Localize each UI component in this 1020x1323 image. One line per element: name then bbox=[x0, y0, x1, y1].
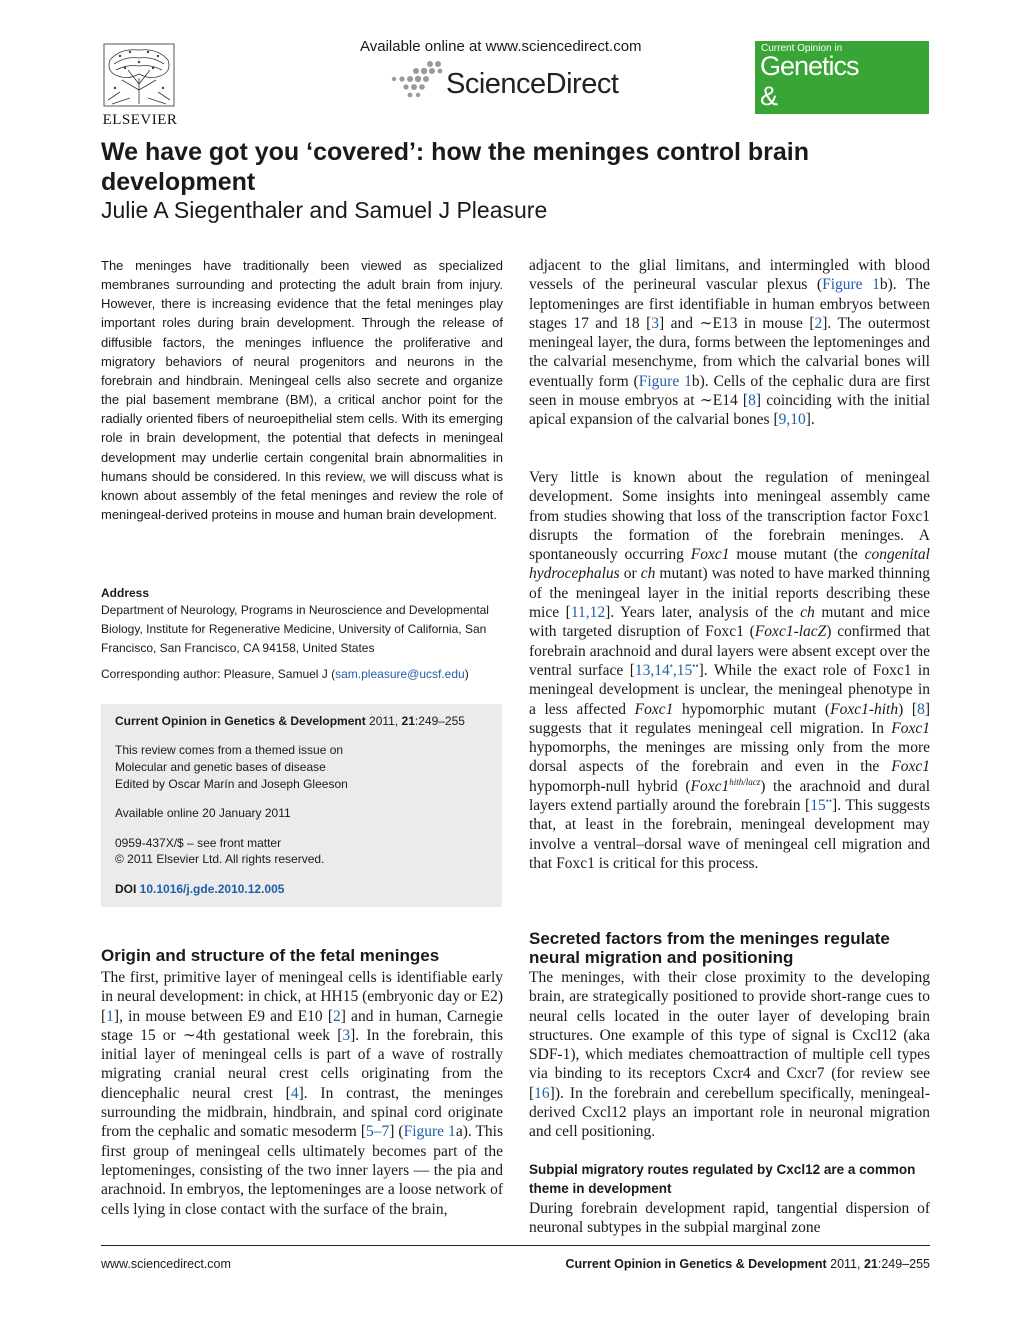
corresponding-close: ) bbox=[464, 667, 469, 681]
info-year: 2011, bbox=[369, 714, 402, 728]
journal-badge[interactable] bbox=[755, 41, 929, 142]
section-heading-secreted: Secreted factors from the meninges regulate neural migration and positioning bbox=[529, 929, 890, 967]
info-theme bbox=[115, 742, 348, 793]
corresponding-author bbox=[101, 667, 503, 681]
doi-link[interactable]: 10.1016/j.gde.2010.12.005 bbox=[139, 882, 285, 896]
address-text: Department of Neurology, Programs in Neuroscience and Developmental Biology, Institute for Regenerative Medicine, University of California, San Francisco, San Francisco, CA 94158, United States bbox=[101, 603, 489, 655]
sciencedirect-logo[interactable] bbox=[386, 58, 646, 104]
badge-top-text: Current Opinion in bbox=[761, 43, 843, 54]
sciencedirect-wordmark: ScienceDirect bbox=[446, 68, 619, 100]
info-issn bbox=[115, 835, 324, 867]
sciencedirect-dots-icon bbox=[386, 58, 446, 102]
badge-title-line1: Genetics bbox=[760, 51, 859, 81]
body-paragraph-2: Very little is known about the regulation of meningeal development. Some insights into meningeal assembly came from studies showing that loss of the transcription factor Foxc1 disrupts the formation of the forebrain meninges. A spontaneously occurring Foxc1 mouse mutant (the congenital hydrocephalus or ch mutant) was noted to have marked thinning of the meningeal layer in the initial reports describing these mice [11,12]. Years later, analysis of the ch mutant and mice with targeted disruption of Foxc1 (Foxc1-lacZ) confirmed that forebrain arachnoid and dural layers were absent except over the ventral surface [13,14•,15••]. While the exact role of Foxc1 in meningeal development is unclear, the meningeal phenotype in a less affected Foxc1 hypomorphic mutant (Foxc1-hith) [8] suggests that it regulates meningeal cell migration. In Foxc1 hypomorphs, the meninges are missing only from the more dorsal aspects of the forebrain and even in the Foxc1 hypomorph-null hybrid $(Foxc1^{hith/lacz})$ the arachnoid and dural layers extend partially around the forebrain [15••]. This suggests that, at least in the forebrain, meningeal development may involve a ventral–dorsal wave of meningeal cell migration and that Foxc1 is critical for this process. bbox=[529, 469, 930, 872]
footer-divider bbox=[101, 1245, 930, 1246]
info-doi bbox=[115, 882, 284, 896]
section-heading-origin: Origin and structure of the fetal meninges bbox=[101, 946, 440, 965]
info-theme-line3: Edited by Oscar Marín and Joseph Gleeson bbox=[115, 777, 348, 791]
article-title: We have got you ‘covered’: how the meninges control brain development bbox=[101, 138, 809, 196]
available-online-text[interactable]: Available online at www.sciencedirect.com bbox=[360, 38, 642, 55]
body-origin-paragraph: The first, primitive layer of meningeal cells is identifiable early in neural development: in chick, at HH15 (embryonic day or E2) [1], in mouse between E9 and E10 [2] and in human, Carnegie stage 15 or ∼4th gestational week [3]. In the forebrain, this initial layer of meningeal cells is part of a wave of rostrally migrating cranial neural crest cells originating from the diencephalic neural crest [4]. In contrast, the meninges surrounding the midbrain, hindbrain, and spinal cord originate from the cephalic and somatic mesoderm [5–7] (Figure 1a). This first group of meningeal cells ultimately becomes part of the leptomeninges, consisting of the two inner layers — the pia and arachnoid. In embryos, the leptomeninges are a loose network of cells lying in close contact with the surface of the brain, bbox=[101, 969, 504, 1218]
info-journal-line bbox=[115, 714, 465, 728]
footer-citation bbox=[565, 1257, 930, 1271]
info-issn-line: 0959-437X/$ – see front matter bbox=[115, 836, 282, 850]
publisher-name: ELSEVIER bbox=[102, 112, 178, 128]
subsection-heading-subpial: Subpial migratory routes regulated by Cxcl12 are a common theme in development bbox=[529, 1162, 916, 1196]
info-journal-name: Current Opinion in Genetics & Development bbox=[115, 714, 366, 728]
body-paragraph-1: adjacent to the glial limitans, and intermingled with blood vessels of the perineural vascular plexus (Figure 1b). The leptomeninges are first identifiable in human embryos between stages 17 and 18 [3] and ∼E13 in mouse [2]. The outermost meningeal layer, the dura, forms between the leptomeninges and the calvarial mesenchyme, from which the calvarial bones will eventually form (Figure 1b). Cells of the cephalic dura are first seen in mouse embryos at ∼E14 [8] coinciding with the initial apical expansion of the calvarial bones [9,10]. bbox=[529, 257, 931, 429]
info-copyright: © 2011 Elsevier Ltd. All rights reserved. bbox=[115, 852, 325, 866]
info-volume: 21 bbox=[401, 714, 415, 728]
info-available-online: Available online 20 January 2011 bbox=[115, 806, 291, 820]
footer-pages: :249–255 bbox=[877, 1257, 930, 1271]
badge-title-line2: & Development bbox=[760, 81, 909, 142]
body-paragraph-3: The meninges, with their close proximity to the developing brain, are strategically positioned to provide short-range cues to neural cells located in the outer layer of developing brain structures. One example of this type of signal is Cxcl12 (aka SDF-1), which mediates chemoattraction of multiple cell types via binding to its receptors Cxcr4 and Cxcr7 (for review see [16]). In the forebrain and cerebellum specifically, meningeal-derived Cxcl12 plays an important role in neuronal migration and cell positioning. bbox=[529, 969, 930, 1141]
article-authors: Julie A Siegenthaler and Samuel J Pleasure bbox=[101, 197, 548, 223]
info-pages: :249–255 bbox=[414, 714, 465, 728]
elsevier-tree-icon bbox=[100, 40, 178, 110]
corresponding-email-link[interactable]: sam.pleasure@ucsf.edu bbox=[335, 667, 465, 681]
corresponding-label: Corresponding author: Pleasure, Samuel J ( bbox=[101, 667, 336, 681]
abstract: The meninges have traditionally been viewed as specialized membranes surrounding and protecting the adult brain from injury. However, there is increasing evidence that the fetal meninges play important roles during brain development. Through the release of diffusible factors, the meninges influence the proliferative and migratory behaviors of neural progenitors and neurons in the forebrain and hindbrain. Meningeal cells also secrete and organize the pial basement membrane (BM), a critical anchor point for the radially oriented fibers of neuroepithelial stem cells. With its emerging role in brain development, the potential that defects in meningeal development may underlie certain congenital brain abnormalities in humans should be considered. In this review, we will discuss what is known about assembly of the fetal meninges and review the role of meningeal-derived proteins in mouse and human brain development. bbox=[101, 258, 503, 523]
body-paragraph-4: During forebrain development rapid, tangential dispersion of neuronal subtypes in the subpial marginal zone bbox=[529, 1200, 930, 1237]
elsevier-logo bbox=[100, 40, 180, 130]
info-theme-line1: This review comes from a themed issue on bbox=[115, 743, 344, 757]
footer-year: 2011, bbox=[826, 1257, 864, 1271]
footer-website[interactable]: www.sciencedirect.com bbox=[101, 1257, 231, 1271]
footer-volume: 21 bbox=[863, 1257, 878, 1271]
address-heading: Address bbox=[101, 586, 150, 600]
footer-journal: Current Opinion in Genetics & Development bbox=[565, 1257, 827, 1271]
info-theme-line2: Molecular and genetic bases of disease bbox=[115, 760, 326, 774]
issue-info-box bbox=[101, 704, 502, 907]
doi-label: DOI bbox=[115, 882, 140, 896]
